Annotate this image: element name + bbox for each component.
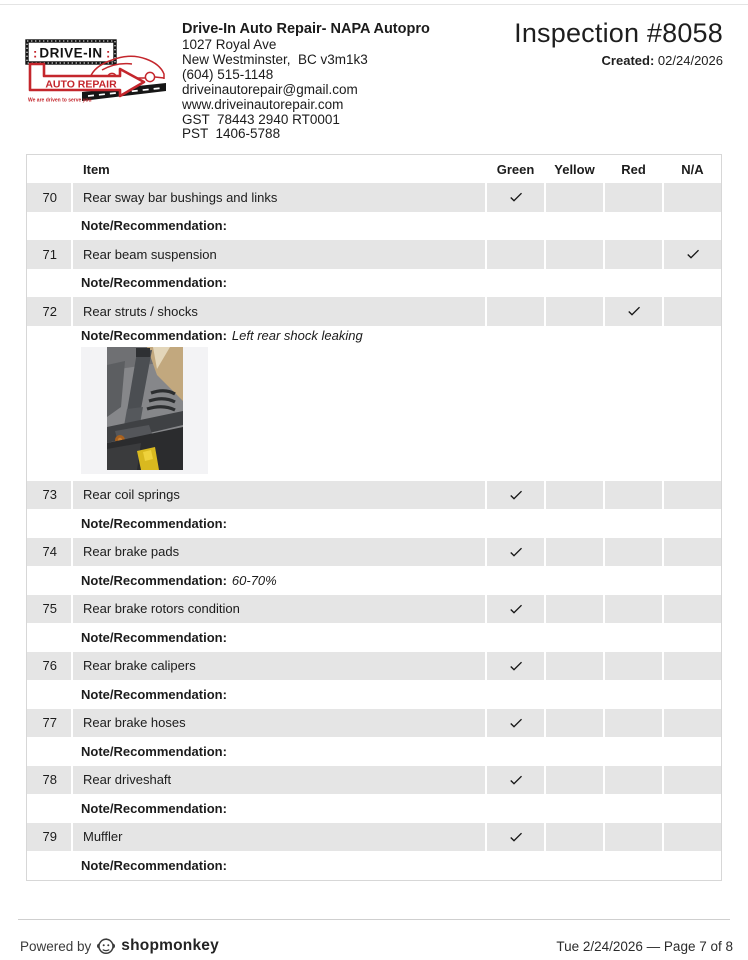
inspection-title: Inspection #8058: [514, 18, 723, 48]
status-cell-na: [664, 595, 721, 624]
status-cell-na: [664, 240, 721, 269]
status-cell-red: [605, 240, 662, 269]
status-cell-na: [664, 538, 721, 567]
svg-text:AUTO REPAIR: AUTO REPAIR: [45, 78, 117, 91]
status-cell-yellow: [546, 481, 603, 510]
header-status-red: Red: [621, 161, 646, 177]
check-icon: [508, 544, 524, 560]
header-status-na: N/A: [681, 161, 704, 177]
note-label: Note/Recommendation:: [81, 686, 227, 702]
status-cell-red: [605, 538, 662, 567]
company-phone: (604) 515-1148: [182, 66, 274, 82]
status-cell-red: [605, 652, 662, 681]
status-cell-yellow: [546, 652, 603, 681]
status-cell-red: [605, 481, 662, 510]
company-info: [182, 21, 430, 142]
page-info: Tue 2/24/2026 — Page 7 of 8: [556, 938, 733, 954]
status-cell-yellow: [546, 823, 603, 852]
shopmonkey-brand: shopmonkey: [121, 937, 219, 954]
item-label: Rear brake hoses: [73, 709, 485, 738]
svg-text::: :: [33, 45, 38, 61]
status-cell-red: [605, 823, 662, 852]
note-row: [27, 737, 721, 766]
table-row: [27, 823, 721, 852]
header-status-yellow: Yellow: [554, 161, 595, 177]
status-cell-red: [605, 595, 662, 624]
item-number: 74: [27, 538, 71, 567]
inspection-photo: [81, 347, 208, 474]
svg-text:We are driven to serve you: We are driven to serve you: [28, 97, 92, 104]
note-row: [27, 680, 721, 709]
status-cell-green: [487, 297, 544, 326]
item-label: Rear brake pads: [73, 538, 485, 567]
note-row: [27, 269, 721, 298]
check-icon: [626, 303, 642, 319]
check-icon: [508, 189, 524, 205]
status-cell-green: [487, 240, 544, 269]
item-number: 75: [27, 595, 71, 624]
check-icon: [508, 715, 524, 731]
note-row: [27, 623, 721, 652]
status-cell-na: [664, 823, 721, 852]
note-label: Note/Recommendation:: [81, 327, 227, 343]
page-footer: [20, 937, 733, 955]
note-row: [27, 851, 721, 880]
inspection-header: [514, 18, 723, 68]
table-row: [27, 538, 721, 567]
status-cell-green: [487, 652, 544, 681]
table-row: [27, 709, 721, 738]
status-cell-red: [605, 297, 662, 326]
table-header-row: [27, 155, 721, 183]
note-label: Note/Recommendation:: [81, 629, 227, 645]
shopmonkey-monkey-icon: [97, 937, 115, 955]
status-cell-green: [487, 823, 544, 852]
svg-text:DRIVE-IN: DRIVE-IN: [39, 45, 103, 61]
note-label: Note/Recommendation:: [81, 800, 227, 816]
item-number: 71: [27, 240, 71, 269]
item-label: Rear brake calipers: [73, 652, 485, 681]
inspection-table: [26, 154, 722, 881]
status-cell-green: [487, 183, 544, 212]
status-cell-yellow: [546, 595, 603, 624]
company-website: www.driveinautorepair.com: [182, 96, 344, 112]
status-cell-yellow: [546, 766, 603, 795]
check-icon: [508, 772, 524, 788]
item-label: Muffler: [73, 823, 485, 852]
item-label: Rear sway bar bushings and links: [73, 183, 485, 212]
status-cell-green: [487, 538, 544, 567]
note-row: [27, 509, 721, 538]
table-row: [27, 766, 721, 795]
company-pst: PST 1406-5788: [182, 126, 281, 142]
item-label: Rear coil springs: [73, 481, 485, 510]
table-row: [27, 240, 721, 269]
note-value: Left rear shock leaking: [231, 327, 363, 343]
status-cell-na: [664, 709, 721, 738]
item-number: 79: [27, 823, 71, 852]
drive-in-auto-repair-logo: [24, 38, 166, 106]
item-number: 72: [27, 297, 71, 326]
item-number: 77: [27, 709, 71, 738]
company-gst: GST 78443 2940 RT0001: [182, 111, 340, 127]
check-icon: [685, 246, 701, 262]
footer-divider: [18, 919, 730, 920]
svg-text::: :: [106, 45, 111, 61]
drive-in-logo-graphic: [24, 38, 166, 106]
note-label: Note/Recommendation:: [81, 572, 227, 588]
status-cell-yellow: [546, 183, 603, 212]
created-label: Created:: [601, 53, 655, 68]
item-label: Rear struts / shocks: [73, 297, 485, 326]
company-address-line1: 1027 Royal Ave: [182, 37, 277, 52]
created-date: 02/24/2026: [657, 53, 723, 68]
status-cell-yellow: [546, 297, 603, 326]
status-cell-red: [605, 183, 662, 212]
shock-photo-graphic: [107, 347, 183, 470]
status-cell-yellow: [546, 709, 603, 738]
note-value: 60-70%: [231, 572, 277, 588]
check-icon: [508, 658, 524, 674]
status-cell-na: [664, 297, 721, 326]
status-cell-yellow: [546, 240, 603, 269]
table-row: [27, 595, 721, 624]
item-label: Rear beam suspension: [73, 240, 485, 269]
status-cell-green: [487, 595, 544, 624]
note-label: Note/Recommendation:: [81, 515, 227, 531]
note-label: Note/Recommendation:: [81, 218, 227, 234]
inspection-created: [514, 53, 723, 68]
page-top-divider: [0, 4, 748, 5]
header-item-cell: Item: [83, 161, 110, 177]
item-label: Rear brake rotors condition: [73, 595, 485, 624]
powered-by: [20, 937, 219, 955]
status-cell-yellow: [546, 538, 603, 567]
table-row: [27, 481, 721, 510]
note-row: [27, 566, 721, 595]
note-row: [27, 794, 721, 823]
check-icon: [508, 601, 524, 617]
table-body: [27, 183, 721, 880]
check-icon: [508, 487, 524, 503]
note-label: Note/Recommendation:: [81, 275, 227, 291]
table-row: [27, 297, 721, 326]
item-number: 78: [27, 766, 71, 795]
status-cell-na: [664, 481, 721, 510]
item-number: 76: [27, 652, 71, 681]
powered-by-label: Powered by: [20, 938, 92, 954]
status-cell-red: [605, 766, 662, 795]
status-cell-green: [487, 709, 544, 738]
header-status-green: Green: [496, 161, 535, 177]
table-row: [27, 183, 721, 212]
status-cell-red: [605, 709, 662, 738]
note-row: [27, 212, 721, 241]
table-row: [27, 652, 721, 681]
company-name: Drive-In Auto Repair- NAPA Autopro: [182, 21, 430, 37]
status-cell-na: [664, 766, 721, 795]
note-row: [27, 326, 721, 481]
note-label: Note/Recommendation:: [81, 743, 227, 759]
note-label: Note/Recommendation:: [81, 857, 227, 873]
status-cell-green: [487, 481, 544, 510]
status-cell-na: [664, 652, 721, 681]
company-address-line2: New Westminster, BC v3m1k3: [182, 51, 368, 67]
check-icon: [508, 829, 524, 845]
status-cell-na: [664, 183, 721, 212]
item-number: 73: [27, 481, 71, 510]
company-email: driveinautorepair@gmail.com: [182, 81, 358, 97]
status-cell-green: [487, 766, 544, 795]
item-number: 70: [27, 183, 71, 212]
item-label: Rear driveshaft: [73, 766, 485, 795]
